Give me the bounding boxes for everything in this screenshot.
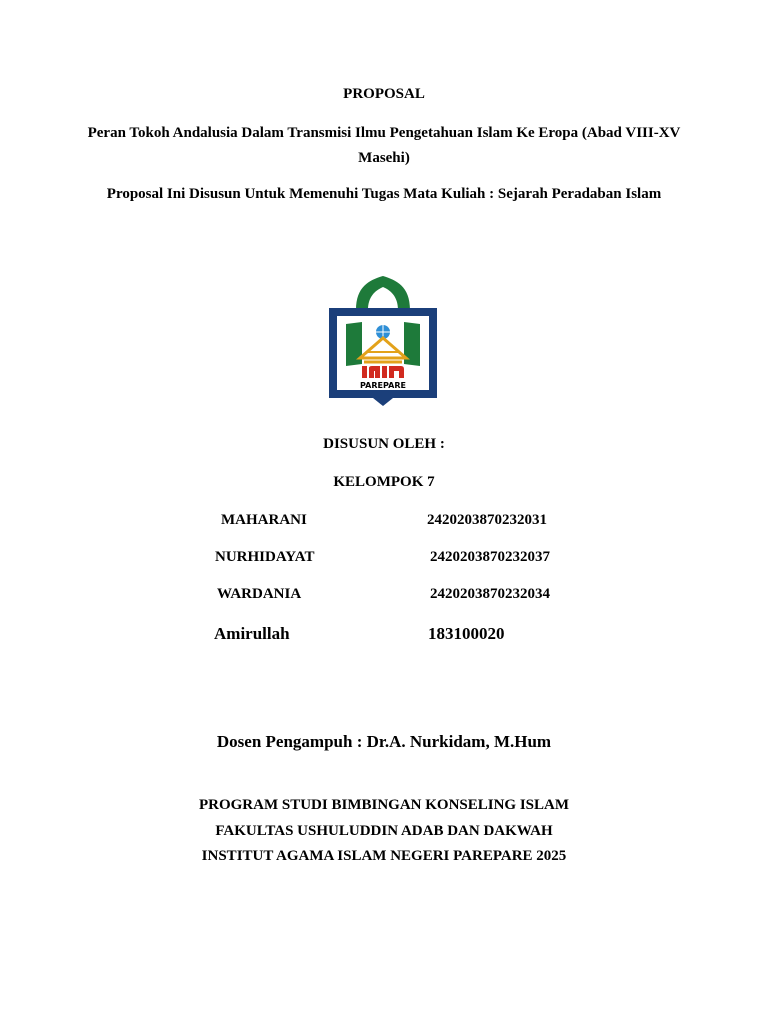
member-nim: 2420203870232037	[430, 549, 550, 565]
proposal-title: Peran Tokoh Andalusia Dalam Transmisi Ilmu Pengetahuan Islam Ke Eropa (Abad VIII-XV Masehi)	[87, 125, 681, 166]
member-nim: 2420203870232031	[427, 512, 547, 528]
member-name: MAHARANI	[221, 512, 307, 528]
prepared-by-label: DISUSUN OLEH :	[323, 436, 445, 452]
member-nim: 2420203870232034	[430, 586, 550, 602]
proposal-purpose: Proposal Ini Disusun Untuk Memenuhi Tugas Mata Kuliah : Sejarah Peradaban Islam	[106, 186, 662, 202]
study-program: PROGRAM STUDI BIMBINGAN KONSELING ISLAM	[198, 797, 570, 813]
faculty-name: FAKULTAS USHULUDDIN ADAB DAN DAKWAH	[215, 823, 553, 839]
lecturer-line: Dosen Pengampuh : Dr.A. Nurkidam, M.Hum	[216, 732, 552, 751]
member-name: Amirullah	[214, 624, 290, 643]
logo-label: PAREPARE	[360, 381, 406, 390]
member-name: NURHIDAYAT	[215, 549, 315, 565]
document-type-heading: PROPOSAL	[343, 86, 425, 102]
member-nim: 183100020	[428, 624, 505, 643]
institute-name: INSTITUT AGAMA ISLAM NEGERI PAREPARE 2025	[201, 848, 567, 864]
iain-parepare-logo-icon	[326, 272, 440, 410]
group-name: KELOMPOK 7	[333, 474, 435, 490]
member-name: WARDANIA	[217, 586, 302, 602]
